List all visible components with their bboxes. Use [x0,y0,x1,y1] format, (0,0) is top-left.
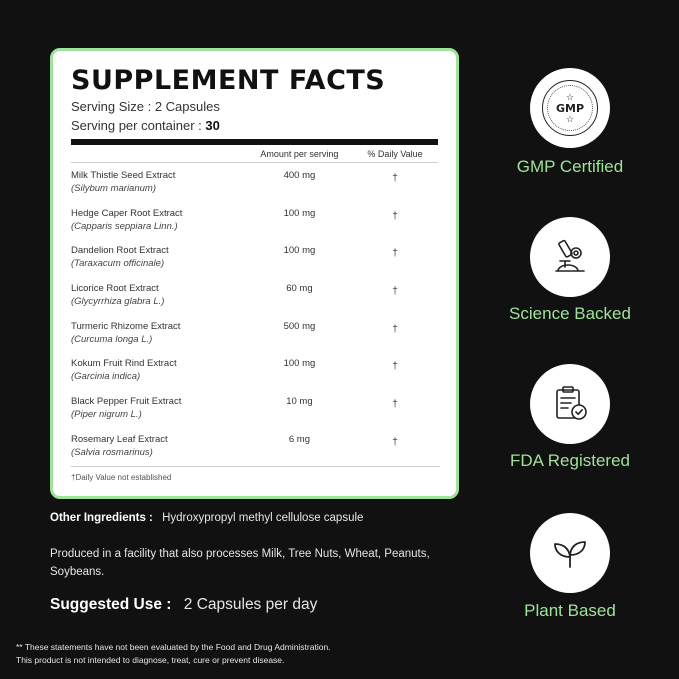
ingredient-name: Milk Thistle Seed Extract [71,170,176,181]
table-row [71,433,438,471]
other-ingredients [50,512,363,524]
fda-badge [530,364,610,444]
ingredient-amount: 100 mg [283,358,316,370]
per-container-value: 30 [205,118,220,133]
badge-label-gmp: GMP Certified [516,157,624,176]
dv-column-header: % Daily Value [367,148,423,159]
suggested-use-label: Suggested Use : [50,596,172,613]
servings-per-container [71,116,438,135]
allergen-note: Produced in a facility that also processes Milk, Tree Nuts, Wheat, Peanuts, Soybeans. [50,548,430,578]
ingredient-amount: 400 mg [283,170,316,181]
ingredient-latin: (Salvia rosmarinus) [71,446,153,458]
ingredient-name: Rosemary Leaf Extract [71,433,168,445]
disclaimer-line-2: This product is not intended to diagnose, treat, cure or prevent disease. [16,655,285,665]
gmp-badge [530,68,610,148]
gmp-seal-icon: ☆ GMP ☆ [542,80,598,136]
ingredient-amount: 10 mg [286,396,313,408]
ingredient-name: Kokum Fruit Rind Extract [71,358,177,370]
serving-size-value: 2 Capsules [154,99,220,114]
dv-footnote: †Daily Value not established [71,466,440,482]
leaf-icon [548,531,592,575]
per-container-label: Serving per container : [71,118,202,133]
ingredient-latin: (Glycyrrhiza glabra L.) [71,296,165,308]
ingredient-latin: (Silybum marianum) [71,183,156,194]
badge-label-plant: Plant Based [524,601,616,620]
ingredient-amount: 60 mg [286,283,313,295]
other-ingredients-label: Other Ingredients : [50,512,153,524]
ingredient-latin: (Capparis seppiara Linn.) [71,220,178,232]
ingredient-amount: 100 mg [283,207,316,219]
ingredient-amount: 100 mg [283,245,316,257]
dagger-icon: † [392,436,398,448]
ingredient-name: Turmeric Rhizome Extract [71,320,181,332]
badge-label-science: Science Backed [509,304,631,323]
ingredient-name: Black Pepper Fruit Extract [71,396,182,408]
clipboard-check-icon [548,382,592,426]
dagger-icon: † [392,210,398,222]
ingredient-latin: (Taraxacum officinale) [71,258,165,270]
science-badge [530,217,610,297]
ingredient-rows [71,169,438,471]
suggested-use [50,596,317,614]
amount-column-header: Amount per serving [260,148,339,159]
ingredient-amount: 500 mg [283,320,316,332]
table-row [71,357,438,395]
table-row [71,282,438,320]
ingredient-latin: (Piper nigrum L.) [71,409,142,421]
table-row [71,395,438,433]
disclaimer-line-1: ** These statements have not been evaluated by the Food and Drug Administration. [16,642,331,652]
gmp-seal-text: GMP [555,101,585,115]
dagger-icon: † [392,361,398,373]
serving-size [71,97,438,116]
ingredient-name: Licorice Root Extract [71,283,159,295]
suggested-use-value: 2 Capsules per day [183,596,318,613]
plant-badge [530,513,610,593]
ingredient-amount: 6 mg [288,433,310,445]
ingredient-latin: (Curcuma longa L.) [71,333,153,345]
serving-size-label: Serving Size : [71,99,152,114]
facts-column-header [71,145,438,163]
dagger-icon: † [392,248,398,260]
ingredient-name: Dandelion Root Extract [71,245,169,257]
ingredient-latin: (Garcinia indica) [71,371,141,383]
table-row [71,320,438,358]
other-ingredients-value: Hydroxypropyl methyl cellulose capsule [162,512,364,524]
supplement-facts-panel [50,48,459,499]
table-row [71,169,438,207]
dagger-icon: † [392,399,398,411]
ingredient-name: Hedge Caper Root Extract [71,207,183,219]
fda-disclaimer [16,641,331,667]
badge-label-fda: FDA Registered [510,451,630,470]
table-row [71,244,438,282]
facts-title: SUPPLEMENT FACTS [71,65,386,96]
microscope-icon [548,235,592,279]
dagger-icon: † [392,286,398,298]
dagger-icon: † [392,173,398,184]
dagger-icon: † [392,323,398,335]
table-row [71,207,438,245]
